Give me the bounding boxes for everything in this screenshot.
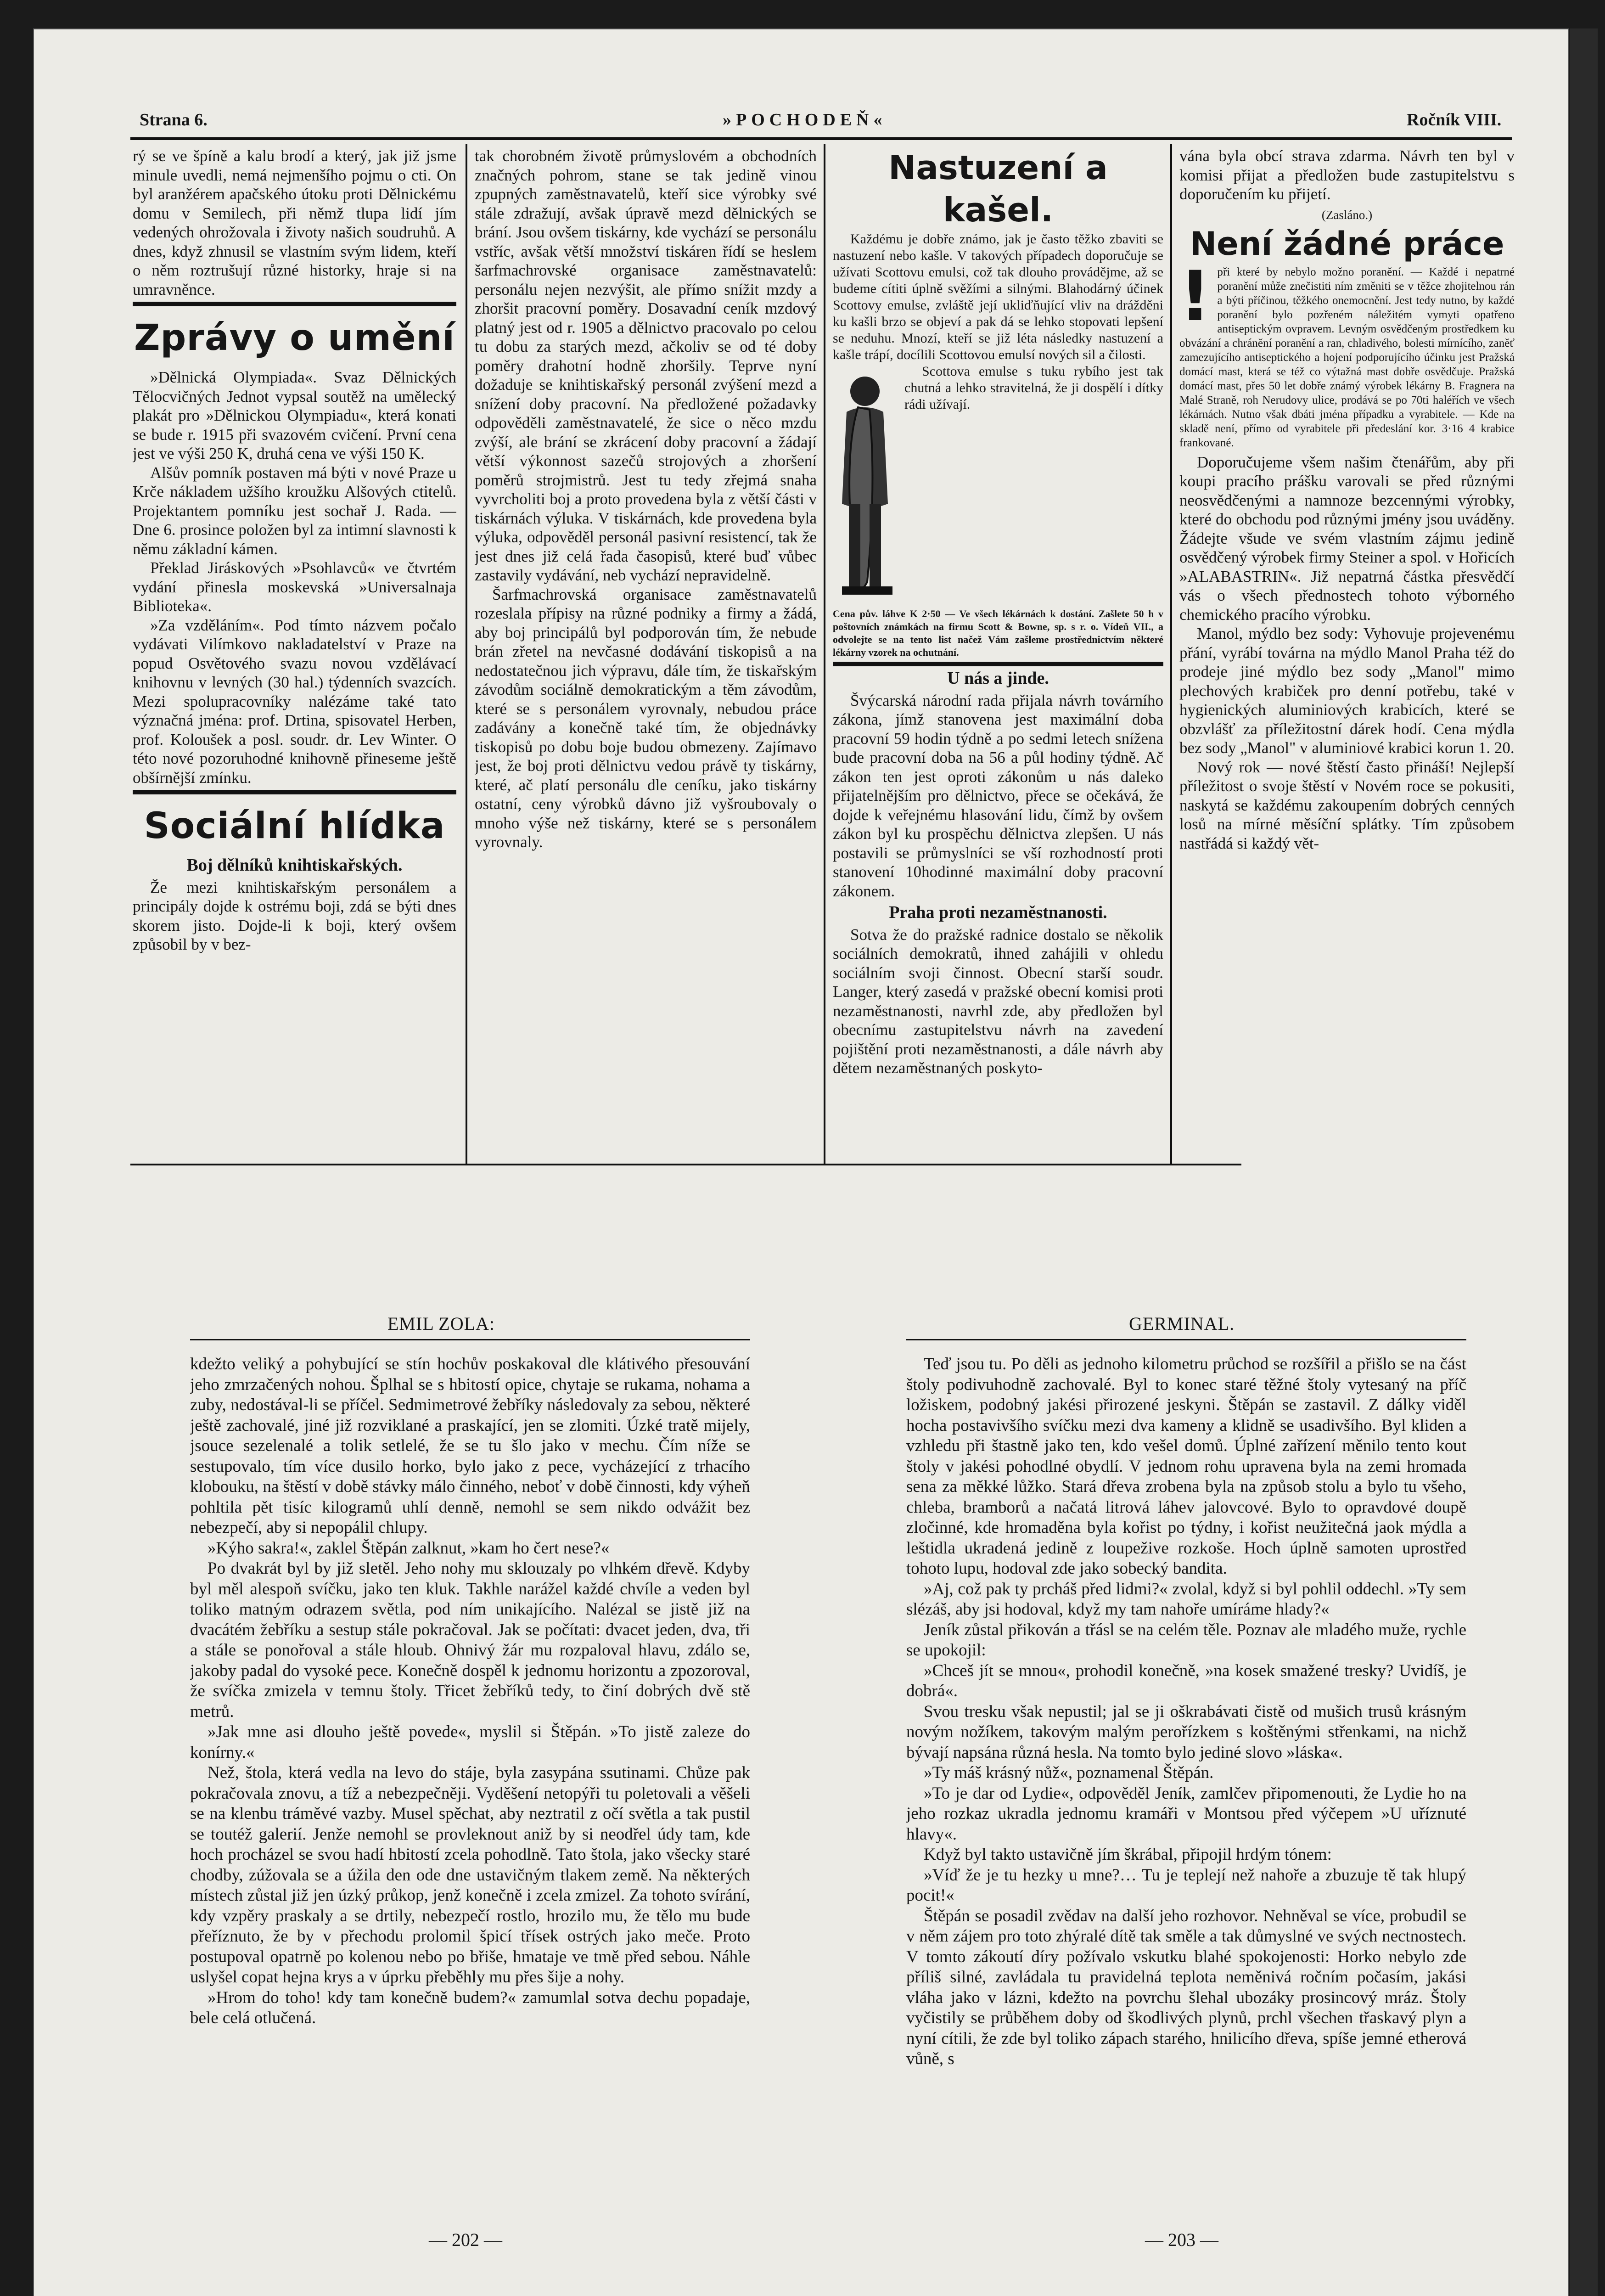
article-paragraph: Nový rok — nové štěstí často přináší! Nejlepší příležitost o svoje štěstí v Novém roce se pokusiti, naskytá se každému zakoupením dobrých cenných losů na mírné měsíční splátky. Tím způsobem nastřádá si každý vět-: [1179, 758, 1515, 852]
article-subheading: Praha proti nezaměstnanosti.: [889, 903, 1107, 922]
story-paragraph: Svou tresku však nepustil; jal se ji oškrabávati čistě od mušich trusů krásným novým nožíkem, takovým malým perořízkem s koštěnými střenkami, na nichž bývají napsána různá hesla. Na tomto bylo jediné slovo »láska«.: [906, 1702, 1466, 1762]
column-divider: [824, 144, 825, 1164]
feuilleton-right-column: [906, 1354, 1466, 2217]
page-number-left: — 202 —: [429, 2229, 502, 2250]
section-rule: [133, 302, 456, 306]
story-paragraph: kdežto veliký a pohybující se stín hochův poskakoval dle klátivého přesouvání jeho zmrzačených nohou. Šplhal se s hbitostí opice, chytaje se rukama, nohama a zuby, nedostával-li se příčel. Sedmimetrové žebříky následovaly za sebou, některé ještě zachovalé, jiné již rozviklané a praskající, jen se zlomiti. Úzké tratě mijely, jsouce sezelenalé a tolik setlelé, že se tu šlo jako v mechu. Čím níže se sestupovalo, tím více dusilo horko, bylo jako z pece, vycházející z trhacího klobouku, na štěstí v době stávky málo činného, neboť v době činnosti, kdy výheň pohltila pět tisíc kilogramů uhlí denně, nemohl se sem nikdo odvážit bez nebezpečí, aby si nepopálil chlupy.: [190, 1355, 750, 1537]
page-number-right: — 203 —: [1145, 2229, 1218, 2250]
feuilleton-title: GERMINAL.: [1129, 1313, 1235, 1334]
column-2: [475, 146, 817, 1161]
ad-body-scott: Každému je dobře známo, jak je často těžko zbaviti se nastuzení nebo kašle. V takových případech doporučuje se užívati Scottovu emulsi, což tak dlouho provádějme, až se budeme cítiti úplně svěžími a silnými. Blahodárný účinek Scottovy emulse, zvláště její ukliďňující vliv na drážděni ku kašli brzo se objeví a pak dá se lehko stopovati lepšení se neduhu. Mnozí, kteří se již léta následky nastuzení a kašle trápí, docílili Scottovou emulsí nových sil a čilosti.: [833, 231, 1163, 362]
feuilleton-left-column: [190, 1354, 750, 2217]
news-item: »Za vzděláním«. Pod tímto názvem počalo vydávati Vilímkovo nakladatelství v Praze na popud Osvětového svazu novou vzdělávací knihovnu v levných (30 hal.) týdenních svazcích. Mezi spolupracovníky nalézáme také tato význačná jména: prof. Drtina, spisovatel Herben, prof. Koloušek a posl. soudr. dr. Lev Winter. O této nové pozoruhodné knihovně přineseme ještě obšírnější zmínku.: [133, 616, 456, 787]
header-page-label: Strana 6.: [140, 110, 208, 129]
story-paragraph: »Aj, což pak ty prcháš před lidmi?« zvolal, když si byl pohlil oddechl. »Ty sem slézáš, aby jsi hodoval, když my tam nahoře umíráme hlady?«: [906, 1579, 1466, 1619]
article-subheading: Boj dělníků knihtiskařských.: [186, 855, 403, 875]
story-paragraph: »Ty máš krásný nůž«, poznamenal Štěpán.: [924, 1763, 1214, 1782]
column-3: [833, 146, 1163, 1161]
article-paragraph: Šarfmachrovská organisace zaměstnavatelů rozeslala přípisy na různé podniky a firmy a žádá, aby boj principálů byl podporován tím, že nebude brán zřetel na nevčasné dodávání tiskopisů a na nedostatečnou jich výpravu, dále tím, že tiskařským závodům sociálně demokratickým a těm závodům, které se s personálem vyrovnaly, nebudou práce zadávány a konečně také tím, že objednávky tiskopisů po dobu boje budou obmezeny. Zajímavo jest, že boj proti dělnictvu vedou právě ty tiskárny, které, ač platí personálu dle ceníku, jako tiskárny ostatní, ceny výrobků dávno již vyšroubovaly o mnoho výše než tiskárny, které se s personálem vyrovnaly.: [475, 585, 817, 851]
article-paragraph: Doporučujeme všem našim čtenářům, aby při koupi pracího prášku varovali se před různými neosvědčenými a namnoze bezcennými výrobky, které do obchodu pod různými jmény jsou uváděny. Žádejte všude ve svém vlastním zájmu jedině osvědčený výrobek firmy Steiner a spol. v Hořicích »ALABASTRIN«. Již nepatrná částka přesvědčí vás o všech přednostech tohoto výborného chemického pracího výrobku.: [1179, 453, 1515, 624]
story-paragraph: Teď jsou tu. Po děli as jednoho kilometru průchod se rozšířil a přišlo se na část štoly podivuhodně zachovalé. Byl to konec staré těžné štoly vytesaný na příč ložiskem, podobný jakési přirozené jeskyni. Štěpán se zastavil. Z dálky viděl hocha postavivšího svíčku mezi dva kameny a klidně se usadivšího. Byl kliden a vzhledu při štastně jako ten, kdo vešel domů. Úplné zařízení měnilo tento kout štoly v jakési pohodlné obydlí. V jednom rohu upravena byla na zemi hromada sena za měkké lůžko. Stará dřeva zrobena byla na způsob stolu a bylo tu všeho, chleba, bramborů a načatá litrová láhev jalovcové. Bylo to opravdové doupě zločinné, kde hromaděna byla kořist po týdny, i kořist neužitečná jaok mýdla a leštidla ukradená jedině z loupežive rozkoše. Hoch úplně samoten uprostřed tohoto lupu, hodoval zde jako sobecký bandita.: [906, 1355, 1466, 1578]
story-paragraph: »Víď že je tu hezky u mne?… Tu je teplejí než nahoře a zbuzuje tě tak hlupý pocit!«: [906, 1865, 1466, 1905]
section-heading-art-news: Zprávy o umění: [134, 317, 455, 359]
news-item: Alšův pomník postaven má býti v nové Praze u Krče nákladem užšího kroužku Alšových ctitelů. Projektantem pomníku jest sochař J. Rada. — Dne 6. prosince položen byl za intimní slavnosti k němu základní kámen.: [133, 463, 456, 558]
exclamation-icon: !: [1179, 256, 1211, 337]
fisherman-with-fish-icon: [833, 366, 897, 605]
section-heading-social-watch: Sociální hlídka: [144, 805, 445, 847]
advertisement-label: (Zasláno.): [1321, 208, 1373, 222]
story-paragraph: »To je dar od Lydie«, odpověděl Jeník, zamlčev připomenouti, že Lydie ho na jeho rozkaz ukradla jednomu kramáři v Montsou před výčepem »U uříznuté hlavy«.: [906, 1784, 1466, 1844]
story-paragraph: »Kýho sakra!«, zaklel Štěpán zalknut, »kam ho čert nese?«: [208, 1538, 610, 1558]
column-1: [133, 146, 456, 1161]
article-paragraph: tak chorobném životě průmyslovém a obchodních značných pohrom, stane se tak jedině vinou zpupných zaměstnavatelů, kteří sice výrobky své stále zdražují, avšak úpravě mezd dělnických se brání. Jsou ovšem tiskárny, kde vychází se personálu vstříc, avšak větší množství tiskáren řídí se heslem šarfmachrovské organisace zaměstnavatelů: personálu nejen nezvýšit, ale přímo snížit mzdy a zhoršit pracovní poměry. Dosavadní ceník mzdový platný jest od r. 1905 a dělnictvo pracovalo po celou tu dobu za starých mezd, ačkoliv se od té doby poměry drahotní hodně zhoršily. Teprve nyní dožaduje se knihtiskařský personál zvýšení mezd a snížení doby pracovní. Na předložené požadavky odpověděli zaměstnavatelé, že sice o něco mzdu zvýší, ale brání se zkrácení doby pracovní a žádají větší výkonnost sazečů strojových a zhoršení poměrů strojmistrů. Jest tu tedy zřejmá snaha vyvrcholiti boj a proto provedena byla z větší části v tiskárnách výluka. V tiskárnách, kde provedena byla výluka, odpověděl personál pasivní resistencí, tak že jest dnes již celá řada časopisů, které buď vůbec zastavily vydávání, neb vychází nepravidelně.: [475, 147, 817, 584]
section-rule: [833, 662, 1163, 666]
story-paragraph: »Chceš jít se mnou«, prohodil konečně, »na kosek smažené tresky? Uvidíš, je dobrá«.: [906, 1661, 1466, 1700]
article-subheading: U nás a jinde.: [947, 669, 1049, 688]
ad-body-fragner: při které by nebylo možno poranění. — Každé i nepatrné poranění může znečistiti ním změniti se v těžce zhojitelnou rán a býti příčinou, těžkého onemocnění. Jest tedy nutno, by každé poranění bylo pozřeném náležitém vymyti opatřeno antiseptickým ovpravem. Levným osvědčeným prostředkem ku obvázání a chránění poranění a ran, chladivého, bolesti mírnícího, zaněť zamezujícího antiseptického a hojení podporujícího účinku jest Pražská domácí mast, která se též co výtažná mast dobře osvědčuje. Pražská domácí mast, přes 50 let dobře známý výrobek lékárny B. Fragnera na Malé Straně, roh Nerudovy ulice, prodává se po 70ti haléřích ve všech lékárnách. Nutno však dbáti jména případku a vyrabitele. — Kde na skladě není, přímo od vyrabitele při předeslání kor. 3·16 4 krabice frankované.: [1179, 265, 1515, 449]
header-rule: [130, 137, 1512, 140]
columns-bottom-rule: [130, 1164, 1241, 1165]
article-continuation: vána byla obcí strava zdarma. Návrh ten byl v komisi přijat a předložen bude zastupitelstvu s doporučením ku přijetí.: [1179, 147, 1515, 203]
news-item: »Dělnická Olympiada«. Svaz Dělnických Tělocvičných Jednot vypsal soutěž na umělecký plakát pro »Dělnickou Olympiadu«, která konati se bude r. 1915 při svazovém cvičení. První cena jest ve výši 250 K, druhá cena ve výši 150 K.: [133, 368, 456, 462]
story-paragraph: Po dvakrát byl by již sletěl. Jeho nohy mu sklouzaly po vlhkém dřevě. Kdyby byl měl alespoň svíčku, jako ten kluk. Takhle narážel každé chvíle a veden byl toliko matným odrazem světla, pod ním unikajícího. Nalézal se jistě již na dvacátém žebříku a sestup stále pokračoval. Jak se počítati: dvacet jeden, dva, tři a stále se ponořoval a stále hloub. Ohnivý žár mu rozpaloval hlavu, zdálo se, jakoby padal do vysoké pece. Konečně dospěl k jednomu horizontu a zpozoroval, že svíčka zmizela v temnu štoly. Třicet žebříků tedy, to činí dobrých dvě stě metrů.: [190, 1559, 750, 1721]
story-paragraph: »Hrom do toho! kdy tam konečně budem?« zamumlal sotva dechu popadaje, bele celá otlučená.: [190, 1988, 750, 2027]
feuilleton-rule: [906, 1339, 1466, 1340]
ad-price-scott: Cena pův. láhve K 2·50 — Ve všech lékárnách k dostání. Zašlete 50 h v poštovních známkách na firmu Scott & Bowne, sp. s r. o. Vídeň VII., a odvolejte se na tento list načež Vám zašleme prostřednictvím některé lékárny vzorek na ochutnání.: [833, 608, 1163, 658]
article-paragraph: Že mezi knihtiskařským personálem a principály dojde k ostrému boji, zdá se býti dnes skorem jisto. Dojde-li k boji, který ovšem způsobil by v bez-: [133, 878, 456, 953]
story-paragraph: Jeník zůstal přikován a třásl se na celém těle. Poznav ale mladého muže, rychle se upokojil:: [906, 1620, 1466, 1660]
news-item: Překlad Jiráskových »Psohlavců« ve čtvrtém vydání přinesla moskevská »Universalnaja Biblioteka«.: [133, 559, 456, 615]
header-volume: Ročník VIII.: [1407, 110, 1502, 129]
section-rule: [133, 790, 456, 794]
column-4: [1179, 146, 1515, 1161]
header-newspaper-title: »POCHODEŇ«: [723, 110, 887, 129]
story-paragraph: Když byl takto ustavičně jím škrábal, připojil hrdým tónem:: [924, 1845, 1332, 1864]
article-paragraph: Švýcarská národní rada přijala návrh továrního zákona, jímž stanovena jest maximální doba pracovní 59 hodin týdně a po sedmi letech snížena bude pracovní doba na 56 a půl hodiny týdně. Ač zákon ten jest oproti zákonům u nás daleko přijatelnějším pro dělnictvo, přece se očekává, že dojde k veřejnému hlasování lidu, čímž by ovšem zákon byl ku prospěchu dělnictva zlepšen. U nás postavili se průmyslníci se vší rozhodností proti stanovení 10hodinné maximální doby pracovní zákonem.: [833, 691, 1163, 900]
story-paragraph: Štěpán se posadil zvědav na další jeho rozhovor. Nehněval se více, probudil se v něm zájem pro toto zhýralé dítě tak směle a tak důmyslné ve svých nectnostech. V tomto zákoutí díry požívalo vskutku blahé spokojenosti: Horko nebylo zde příliš silné, zavládala tu pravidelná teplota neměnivá ročním počasím, jakási vláha jako v lázni, kdežto na povrchu šlehal ubozáky prosincový mráz. Štoly vyčistily se průběhem doby od škodlivých plynů, prchl všechen třaskavý plyn a nyní cítili, že zde byl toliko zápach starého, hnilicího dřeva, spíše jemné etherová vůně, s: [906, 1906, 1466, 2068]
adjacent-page-strip: [1570, 28, 1598, 2296]
feuilleton-rule: [190, 1339, 750, 1340]
newspaper-page: [33, 28, 1569, 2296]
ad-title-fragner: Není žádné práce: [1190, 225, 1504, 263]
column-divider: [1170, 144, 1172, 1164]
feuilleton-author: EMIL ZOLA:: [387, 1313, 495, 1334]
story-paragraph: »Jak mne asi dlouho ještě povede«, myslil si Štěpán. »To jistě zaleze do konírny.«: [190, 1722, 750, 1762]
ad-body-scott-2: Scottova emulse s tuku rybího jest tak chutná a lehko stravitelná, že ji dospělí i dítky rádi užívají.: [904, 364, 1163, 412]
ad-title-scott: Nastuzení a kašel.: [888, 148, 1108, 229]
article-paragraph: Manol, mýdlo bez sody: Vyhovuje projevenému přání, vyrábí továrna na mýdlo Manol Praha též do prodeje jiné mýdlo bez sody „Manol" mimo plechových krabiček pro denní potřebu, také v hygienických aluminiových krabicích, které se obzvlášť za příležitostní dárek hodí. Cena mýdla bez sody „Manol" v aluminiové krabici korun 1. 20.: [1179, 625, 1515, 757]
story-paragraph: Než, štola, která vedla na levo do stáje, byla zasypána ssutinami. Chůze pak pokračovala znovu, a tíž a nebezpečněji. Vyděšení netopýři tu poletovali a věšeli se na klenbu tráměvé vazby. Musel spěchat, aby neztratil z očí světla a tak pustil se toutéž galerií. Jenže nemohl se provleknout aniž by si neodřel údy tam, kde hoch procházel se svou hadí hbitostí zcela pohodlně. Tato štola, jako všecky staré chodby, zúžovala se a úžila den ode dne ustavičným tlakem země. Na některých místech zůstal již jen úzký průkop, jenž konečně i zcela zmizel. Za tohoto svírání, kdy vzpěry praskaly a se drtily, nebezpečí rostlo, hrozilo mu, že tělo mu bude přeříznuto, že by v přechodu prolomil špicí třísek ostrých jako meče. Proto postupoval opatrně po kolenou nebo po břiše, hmataje ve tmě před sebou. Náhle uslyšel copat hejna krys a v úprku přeběhly mu přes šije a nohy.: [190, 1763, 750, 1986]
column-divider: [466, 144, 467, 1164]
article-continuation: rý se ve špíně a kalu brodí a který, jak již jsme minule uvedli, nemá nejmenšího pojmu o cti. On byl aranžérem apačského útoku proti Dělnickému domu v Semilech, při němž tlupa lidí jím vedených ohrožovala i životy našich soudruhů. A dnes, když zhnusil se vlastním svým lidem, kteří o něm roztrušují různé historky, hraje si na umravněnce.: [133, 147, 456, 298]
article-paragraph: Sotva že do pražské radnice dostalo se několik sociálních demokratů, ihned zahájili v ohledu sociálním svoji činnost. Obecní starší soudr. Langer, který zasedá v pražské obecní komisi proti nezaměstnanosti, navrhl zde, aby předložen byl obecnímu zastupitelstvu návrh na zavedení pojištění proti nezaměstnanosti, a dále návrh aby dětem nezaměstnaných poskyto-: [833, 925, 1163, 1077]
